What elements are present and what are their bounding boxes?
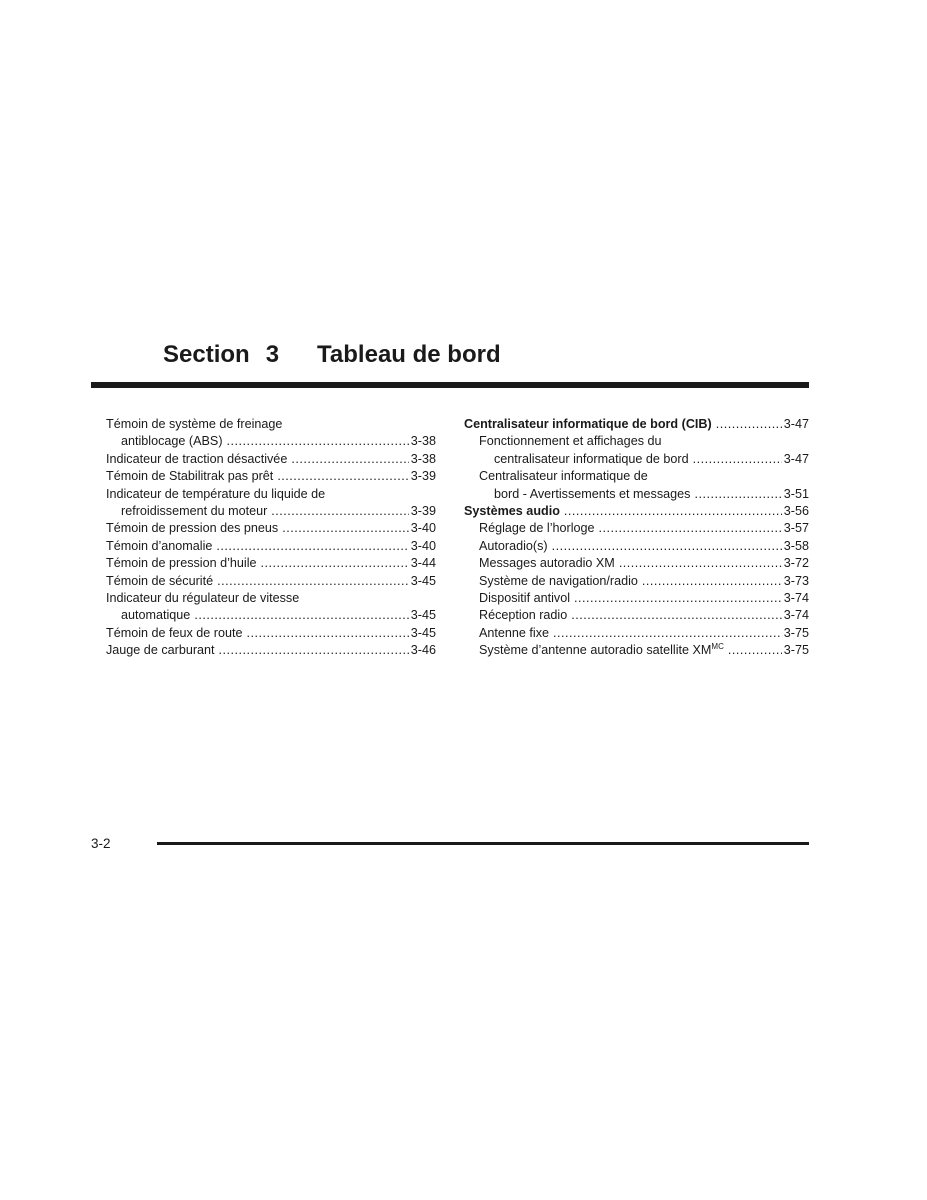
dot-leader	[227, 433, 409, 450]
trademark-superscript: MC	[711, 642, 724, 652]
toc-entry	[106, 416, 436, 433]
toc-entry	[464, 625, 809, 642]
dot-leader	[277, 468, 408, 485]
dot-leader	[271, 503, 408, 520]
toc-entry-title: Centralisateur informatique de bord (CIB)	[464, 417, 712, 431]
dot-leader	[716, 416, 782, 433]
dot-leader	[217, 573, 409, 590]
toc-entry-title: Messages autoradio XM	[479, 556, 615, 571]
toc-entry-page: 3-38	[410, 434, 436, 449]
toc-entry	[464, 642, 809, 659]
toc-entry-page: 3-38	[410, 451, 436, 466]
dot-leader	[642, 573, 782, 590]
footer-rule	[157, 842, 809, 845]
toc-entry-title: bord - Avertissements et messages	[494, 486, 691, 501]
toc-entry	[464, 607, 809, 624]
toc-entry-page: 3-58	[783, 538, 809, 553]
toc-entry-page: 3-47	[783, 451, 809, 466]
dot-leader	[247, 625, 409, 642]
toc-entry	[106, 486, 436, 503]
toc-entry	[106, 433, 436, 450]
toc-entry	[106, 573, 436, 590]
toc-entry-title: centralisateur informatique de bord	[494, 451, 689, 466]
dot-leader	[194, 607, 408, 624]
dot-leader	[694, 486, 781, 503]
toc-entry-title: Indicateur du régulateur de vitesse	[106, 590, 300, 605]
dot-leader	[574, 590, 782, 607]
toc-entry-page: 3-40	[410, 538, 436, 553]
page-number: 3-2	[91, 836, 111, 851]
toc-entry	[464, 433, 809, 450]
toc-entry	[464, 486, 809, 503]
dot-leader	[291, 451, 408, 468]
toc-entry-title: Autoradio(s)	[479, 538, 548, 553]
dot-leader	[693, 451, 782, 468]
toc-entry-title: Indicateur de traction désactivée	[106, 451, 288, 466]
toc-entry	[464, 555, 809, 572]
toc-entry-page: 3-45	[410, 608, 436, 623]
toc-entry	[464, 503, 809, 520]
toc-entry	[464, 573, 809, 590]
toc-entry-title: Système de navigation/radio	[479, 573, 638, 588]
toc-entry-title: Centralisateur informatique de	[479, 469, 648, 484]
section-title: Tableau de bord	[317, 341, 501, 368]
toc-entry	[106, 538, 436, 555]
toc-entry	[106, 642, 436, 659]
toc-entry-title: Témoin de pression d’huile	[106, 556, 257, 571]
dot-leader	[728, 642, 782, 659]
toc-entry	[464, 538, 809, 555]
toc-entry-page: 3-51	[783, 486, 809, 501]
toc-entry-title: Témoin de sécurité	[106, 573, 214, 588]
toc-entry-page: 3-56	[783, 503, 809, 518]
toc-entry-page: 3-44	[410, 556, 436, 571]
toc-entry-page: 3-74	[783, 590, 809, 605]
toc-entry-page: 3-45	[410, 625, 436, 640]
toc-entry-title: Systèmes audio	[464, 503, 560, 518]
toc-right-column	[464, 416, 809, 659]
toc-entry	[464, 590, 809, 607]
toc-entry-page: 3-39	[410, 503, 436, 518]
toc-entry	[106, 590, 436, 607]
toc-entry-page: 3-75	[783, 643, 809, 658]
toc-entry-title: antiblocage (ABS)	[121, 434, 223, 449]
toc-entry-page: 3-40	[410, 521, 436, 536]
dot-leader	[216, 538, 408, 555]
toc-entry-title: Témoin de pression des pneus	[106, 521, 279, 536]
dot-leader	[219, 642, 409, 659]
dot-leader	[261, 555, 409, 572]
dot-leader	[553, 625, 782, 642]
toc-entry-page: 3-46	[410, 643, 436, 658]
section-label: Section	[163, 341, 250, 368]
toc-entry-title: refroidissement du moteur	[121, 503, 268, 518]
toc-entry-page: 3-75	[783, 625, 809, 640]
dot-leader	[571, 607, 782, 624]
toc-entry	[464, 468, 809, 485]
toc-entry	[106, 555, 436, 572]
section-number: 3	[265, 341, 280, 368]
toc-entry-title: Jauge de carburant	[106, 643, 215, 658]
dot-leader	[552, 538, 782, 555]
toc-entry	[106, 625, 436, 642]
toc-entry-page: 3-57	[783, 521, 809, 536]
toc-entry-page: 3-72	[783, 556, 809, 571]
toc-entry-page: 3-45	[410, 573, 436, 588]
toc-entry-title: Témoin de système de freinage	[106, 417, 283, 431]
header-rule	[91, 382, 809, 388]
toc-entry-title: Réglage de l’horloge	[479, 521, 595, 536]
toc-entry-title: Fonctionnement et affichages du	[479, 434, 662, 449]
section-heading	[163, 340, 501, 370]
toc-entry-title: Dispositif antivol	[479, 590, 570, 605]
toc-entry-title: Système d’antenne autoradio satellite $XM^{MC}$	[479, 642, 724, 658]
toc-entry	[106, 503, 436, 520]
toc-entry	[464, 520, 809, 537]
dot-leader	[282, 520, 409, 537]
toc-entry	[106, 451, 436, 468]
toc-entry-title: Témoin de Stabilitrak pas prêt	[106, 469, 274, 484]
toc-entry-title: Réception radio	[479, 608, 568, 623]
toc-entry-page: 3-47	[783, 417, 809, 431]
toc-entry-page: 3-74	[783, 608, 809, 623]
toc-entry	[106, 607, 436, 624]
toc-entry-title: Témoin d’anomalie	[106, 538, 213, 553]
toc-entry-page: 3-39	[410, 469, 436, 484]
toc-left-column	[106, 416, 436, 659]
toc-entry-title: automatique	[121, 608, 191, 623]
toc-entry-title: Témoin de feux de route	[106, 625, 243, 640]
toc-entry-title: Antenne fixe	[479, 625, 550, 640]
toc-entry	[464, 451, 809, 468]
toc-entry	[464, 416, 809, 433]
dot-leader	[564, 503, 782, 520]
toc-entry-title: Indicateur de température du liquide de	[106, 486, 326, 501]
dot-leader	[599, 520, 782, 537]
toc-entry	[106, 468, 436, 485]
toc-entry	[106, 520, 436, 537]
dot-leader	[619, 555, 782, 572]
toc-entry-page: 3-73	[783, 573, 809, 588]
